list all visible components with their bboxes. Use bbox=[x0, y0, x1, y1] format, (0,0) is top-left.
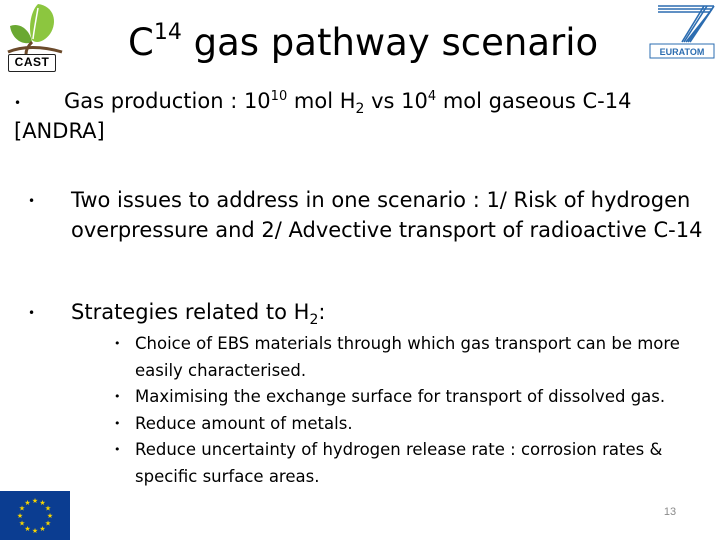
subscript: 2 bbox=[309, 312, 319, 328]
text-fragment: Gas production : 10 bbox=[64, 89, 271, 113]
sub-bullet-item bbox=[114, 437, 714, 490]
eu-flag-icon bbox=[0, 491, 70, 540]
title-rest: gas pathway scenario bbox=[181, 21, 599, 64]
eu-star-icon: ★ bbox=[24, 499, 31, 508]
slide-title bbox=[128, 18, 598, 68]
bullet-text: Two issues to address in one scenario : 1/ Risk of hydrogen overpressure and 2/ Advective transport of radioactive C-14 bbox=[71, 188, 703, 242]
subscript: 2 bbox=[355, 101, 365, 117]
sub-bullet-item bbox=[114, 331, 714, 384]
eu-star-icon: ★ bbox=[31, 527, 39, 535]
cast-logo-text: CAST bbox=[8, 54, 56, 72]
sub-bullet-list bbox=[114, 331, 714, 490]
text-fragment: vs 10 bbox=[364, 89, 428, 113]
eu-star-icon: ★ bbox=[39, 499, 46, 508]
title-base: C bbox=[128, 21, 154, 64]
eu-star-icon: ★ bbox=[39, 524, 46, 533]
page-number: 13 bbox=[663, 506, 677, 518]
sub-bullet-text: Reduce amount of metals. bbox=[135, 413, 353, 433]
sub-bullet-text: Reduce uncertainty of hydrogen release rate : corrosion rates & specific surface areas. bbox=[135, 440, 663, 486]
sub-bullet-item bbox=[114, 411, 714, 438]
bullet-dot: • bbox=[14, 96, 22, 110]
bullet-dot: • bbox=[114, 337, 121, 350]
eu-star-icon: ★ bbox=[31, 497, 39, 505]
eu-star-icon: ★ bbox=[16, 512, 24, 520]
sub-bullet-text: Choice of EBS materials through which gas transport can be more easily characterised. bbox=[135, 334, 680, 380]
title-superscript: 14 bbox=[153, 20, 182, 45]
superscript: 10 bbox=[270, 89, 288, 104]
eu-star-icon: ★ bbox=[18, 504, 26, 513]
text-fragment: : bbox=[318, 300, 326, 324]
bullet-dot: • bbox=[28, 306, 36, 320]
text-fragment: mol gaseous C-14 [ANDRA] bbox=[14, 89, 632, 143]
bullet-dot: • bbox=[114, 416, 121, 430]
eu-star-icon: ★ bbox=[44, 519, 52, 528]
text-fragment: mol H bbox=[287, 89, 356, 113]
bullet-gas-production bbox=[14, 86, 714, 146]
sub-bullet-text: Maximising the exchange surface for transport of dissolved gas. bbox=[135, 387, 666, 406]
bullet-dot: • bbox=[114, 443, 121, 456]
sub-bullet-item bbox=[114, 384, 714, 411]
eu-star-icon: ★ bbox=[18, 519, 26, 528]
text-fragment: Strategies related to H bbox=[71, 300, 310, 324]
eu-star-icon: ★ bbox=[24, 524, 31, 533]
bullet-text bbox=[14, 86, 714, 146]
bullet-dot: • bbox=[114, 390, 121, 403]
bullet-text bbox=[71, 297, 718, 327]
eu-star-icon: ★ bbox=[46, 512, 54, 520]
euratom-logo-text: EURATOM bbox=[659, 47, 705, 57]
bullet-two-issues bbox=[28, 185, 718, 245]
euratom-logo-icon bbox=[644, 2, 720, 64]
eu-star-icon: ★ bbox=[44, 504, 52, 513]
bullet-dot: • bbox=[28, 194, 36, 208]
bullet-strategies bbox=[28, 297, 718, 327]
superscript: 4 bbox=[427, 89, 437, 104]
